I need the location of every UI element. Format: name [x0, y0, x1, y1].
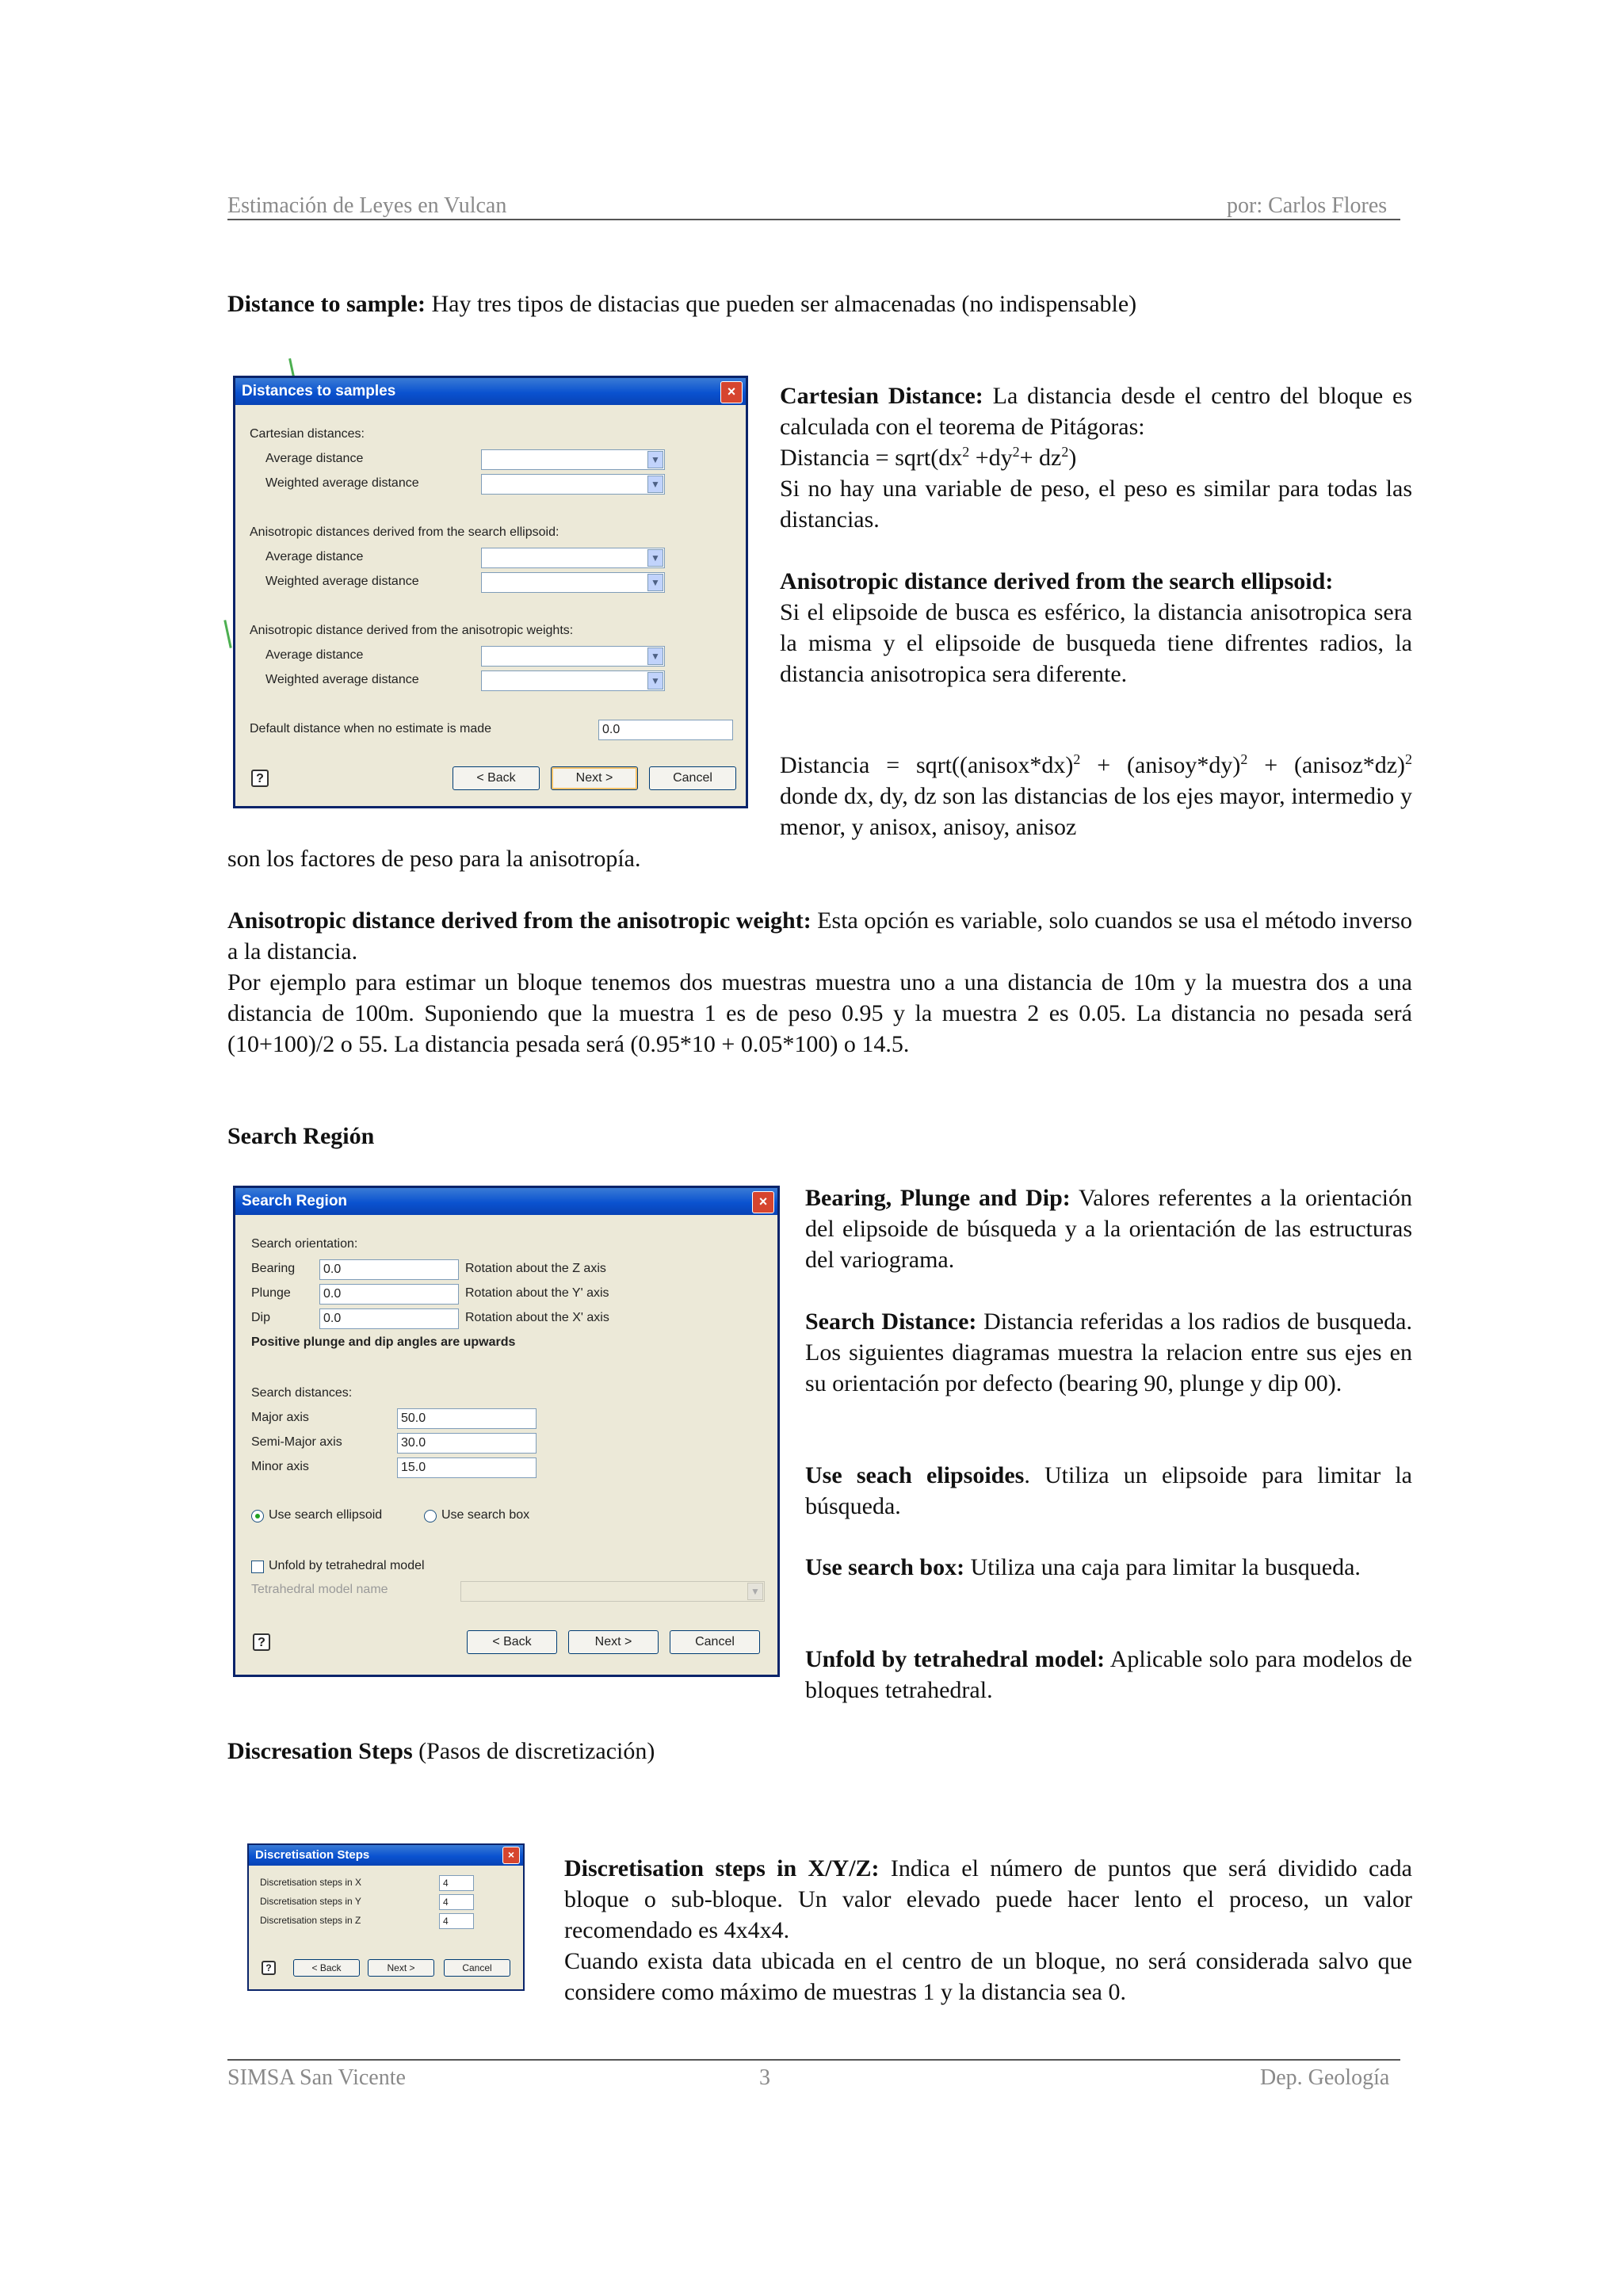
- plunge-dip-note: Positive plunge and dip angles are upwards: [251, 1335, 516, 1349]
- page-number: 3: [759, 2065, 770, 2090]
- cartesian-text: Cartesian Distance: La distancia desde el centro del bloque es calculada con el teorema de Pitágoras: Distancia = $sqrt(dx^2 +dy^2+ dz^2)$ Si no hay una variable de peso, el peso es similar para todas las distancias.: [780, 383, 1412, 533]
- aniso-continuation: son los factores de peso para la anisotropía.: [227, 846, 641, 872]
- wavg-distance-select[interactable]: [481, 474, 665, 495]
- search-region-dialog: [233, 1186, 780, 1677]
- unfold-text: Unfold by tetrahedral model: Aplicable solo para modelos de bloques tetrahedral.: [805, 1646, 1412, 1703]
- header-left: Estimación de Leyes en Vulcan: [227, 193, 507, 218]
- footer-left: SIMSA San Vicente: [227, 2065, 406, 2090]
- steps-x-label: Discretisation steps in X: [260, 1877, 362, 1888]
- bearing-label: Bearing: [251, 1262, 296, 1275]
- avg-distance-label: Average distance: [265, 452, 364, 465]
- use-ellipsoid-label: Use search ellipsoid: [269, 1508, 383, 1522]
- close-icon[interactable]: ×: [502, 1847, 520, 1864]
- cancel-button[interactable]: Cancel: [670, 1630, 760, 1654]
- steps-z-input[interactable]: 4: [439, 1913, 474, 1929]
- header-right: por: Carlos Flores: [1227, 193, 1388, 218]
- default-distance-input[interactable]: 0.0: [598, 720, 733, 740]
- wavg-distance-label: Weighted average distance: [265, 673, 419, 686]
- search-orientation-label: Search orientation:: [251, 1237, 358, 1251]
- tetra-model-select[interactable]: [460, 1581, 765, 1602]
- dialog-title-bar: Search Region ×: [235, 1188, 777, 1215]
- avg-distance-label: Average distance: [265, 648, 364, 662]
- dip-label: Dip: [251, 1311, 271, 1324]
- tetra-model-label: Tetrahedral model name: [251, 1583, 388, 1596]
- use-box-radio[interactable]: [424, 1510, 437, 1522]
- aniso-weight-text: Anisotropic distance derived from the anisotropic weight: Esta opción es variable, solo cuandos se usa el método inverso a la distancia. Por ejemplo para estimar un bloque tenemos dos muestras muestra uno a una distancia de 10m y la muestra dos a una distancia de 100m. Suponiendo que la muestra 1 es de peso 0.95 y la muestra 2 es 0.05. La distancia no pesada será (10+100)/2 o 55. La distancia pesada será (0.95*10 + 0.05*100) o 14.5.: [227, 907, 1412, 1057]
- back-button[interactable]: < Back: [293, 1959, 360, 1977]
- steps-z-label: Discretisation steps in Z: [260, 1915, 361, 1926]
- dip-input[interactable]: 0.0: [319, 1308, 459, 1329]
- semi-major-axis-input[interactable]: 30.0: [397, 1433, 537, 1454]
- unfold-label: Unfold by tetrahedral model: [269, 1559, 425, 1572]
- chevron-down-icon: ▼: [647, 672, 663, 690]
- steps-y-input[interactable]: 4: [439, 1894, 474, 1910]
- search-distances-label: Search distances:: [251, 1386, 353, 1400]
- dialog-title-bar: Distances to samples ×: [235, 378, 746, 405]
- use-ellipsoid-radio[interactable]: [251, 1510, 264, 1522]
- chevron-down-icon: ▼: [647, 549, 663, 567]
- footer-rule: [227, 2059, 1400, 2061]
- chevron-down-icon: ▼: [647, 476, 663, 493]
- chevron-down-icon: ▼: [647, 648, 663, 665]
- help-icon[interactable]: ?: [251, 770, 269, 787]
- next-button[interactable]: Next >: [368, 1959, 434, 1977]
- rotation-x-label: Rotation about the X' axis: [465, 1311, 609, 1324]
- next-button[interactable]: Next >: [551, 766, 638, 790]
- rotation-z-label: Rotation about the Z axis: [465, 1262, 606, 1275]
- aniso-formula: Distancia = sqrt((anisox*dx)$^2$ + (anisoy*dy)$^2$ + (anisoz*dz)$^2$ donde dx, dy, dz son las distancias de los ejes mayor, intermedio y menor, y anisox, anisoy, anisoz: [780, 751, 1412, 840]
- header-rule: [227, 219, 1400, 220]
- avg-distance-label: Average distance: [265, 550, 364, 563]
- rotation-y-label: Rotation about the Y' axis: [465, 1286, 609, 1300]
- help-icon[interactable]: ?: [253, 1633, 270, 1651]
- unfold-checkbox[interactable]: [251, 1561, 264, 1573]
- semi-major-axis-label: Semi-Major axis: [251, 1435, 342, 1449]
- back-button[interactable]: < Back: [453, 766, 540, 790]
- major-axis-label: Major axis: [251, 1411, 309, 1424]
- cancel-button[interactable]: Cancel: [444, 1959, 510, 1977]
- search-distance-text: Search Distance: Distancia referidas a los radios de busqueda. Los siguientes diagramas muestra la relacion entre sus ejes en su orientación por defecto (bearing 90, plunge y dip 00).: [805, 1308, 1412, 1396]
- footer-right: Dep. Geología: [1260, 2065, 1390, 2090]
- use-box-text: Use search box: Utiliza una caja para limitar la busqueda.: [805, 1554, 1361, 1580]
- steps-y-label: Discretisation steps in Y: [260, 1896, 361, 1907]
- bearing-input[interactable]: 0.0: [319, 1259, 459, 1280]
- chevron-down-icon: ▼: [647, 451, 663, 468]
- avg-distance-select[interactable]: [481, 449, 665, 470]
- next-button[interactable]: Next >: [568, 1630, 659, 1654]
- help-icon[interactable]: ?: [262, 1961, 276, 1975]
- steps-x-input[interactable]: 4: [439, 1875, 474, 1891]
- major-axis-input[interactable]: 50.0: [397, 1408, 537, 1429]
- avg-distance-select[interactable]: [481, 548, 665, 568]
- group-weights-label: Anisotropic distance derived from the anisotropic weights:: [250, 624, 574, 637]
- group-cartesian-label: Cartesian distances:: [250, 427, 365, 441]
- minor-axis-input[interactable]: 15.0: [397, 1457, 537, 1478]
- search-region-heading: Search Región: [227, 1123, 375, 1149]
- dialog-title-bar: Discretisation Steps ×: [249, 1845, 523, 1866]
- discretisation-dialog: [247, 1843, 525, 1991]
- aniso-ellipsoid-text: Anisotropic distance derived from the search ellipsoid: Si el elipsoide de busca es esférico, la distancia anisotropica sera la misma y el elipsoide de busqueda tiene difrentes radios, la distancia anisotropica sera diferente.: [780, 568, 1412, 687]
- close-icon[interactable]: ×: [720, 381, 743, 403]
- wavg-distance-select[interactable]: [481, 572, 665, 593]
- wavg-distance-label: Weighted average distance: [265, 575, 419, 588]
- chevron-down-icon: ▼: [747, 1583, 763, 1600]
- distance-to-sample-intro: Distance to sample: Hay tres tipos de distacias que pueden ser almacenadas (no indispensable): [227, 291, 1137, 317]
- default-distance-label: Default distance when no estimate is made: [250, 722, 492, 735]
- close-icon[interactable]: ×: [752, 1191, 774, 1213]
- wavg-distance-select[interactable]: [481, 670, 665, 691]
- avg-distance-select[interactable]: [481, 646, 665, 667]
- distances-dialog: [233, 376, 748, 808]
- plunge-input[interactable]: 0.0: [319, 1284, 459, 1305]
- wavg-distance-label: Weighted average distance: [265, 476, 419, 490]
- back-button[interactable]: < Back: [467, 1630, 557, 1654]
- chevron-down-icon: ▼: [647, 574, 663, 591]
- use-box-label: Use search box: [441, 1508, 530, 1522]
- bpd-text: Bearing, Plunge and Dip: Valores referentes a la orientación del elipsoide de búsqueda y a la orientación de las estructuras del variograma.: [805, 1185, 1412, 1273]
- pen-mark: [223, 620, 231, 648]
- cancel-button[interactable]: Cancel: [649, 766, 736, 790]
- minor-axis-label: Minor axis: [251, 1460, 309, 1473]
- discretisation-heading: Discresation Steps (Pasos de discretización): [227, 1738, 655, 1764]
- use-ellipsoid-text: Use seach elipsoides. Utiliza un elipsoide para limitar la búsqueda.: [805, 1462, 1412, 1519]
- plunge-label: Plunge: [251, 1286, 291, 1300]
- group-ellipsoid-label: Anisotropic distances derived from the search ellipsoid:: [250, 525, 559, 539]
- discretisation-text: Discretisation steps in X/Y/Z: Indica el número de puntos que será dividido cada bloque o sub-bloque. Un valor elevado puede hacer lento el proceso, un valor recomendado es 4x4x4. Cuando exista data ubicada en el centro de un bloque, no será considerada salvo que considere como máximo de muestras 1 y la distancia sea 0.: [564, 1855, 1413, 2005]
